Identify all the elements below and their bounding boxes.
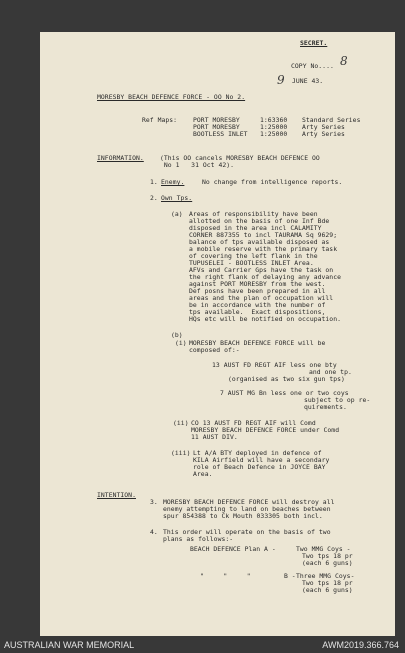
document-page: [40, 32, 395, 636]
item-number: 3.: [150, 498, 158, 506]
cancellation-note: No 1 31 Oct 42).: [160, 161, 235, 169]
plan-b-line: Three MMG Coys-: [296, 572, 355, 580]
copy-number-handwritten: 8: [340, 54, 348, 68]
para-line: role of Beach Defence in JOYCE BAY: [193, 463, 326, 471]
para-line: tps available. Exact dispositions,: [189, 308, 326, 316]
para-line: Def posns have been prepared in all: [189, 287, 326, 295]
para-line: This order will operate on the basis of two: [163, 528, 331, 536]
para-line: Areas of responsibility have been: [189, 210, 318, 218]
plan-a-label: BEACH DEFENCE Plan A -: [190, 545, 276, 553]
item-number: 2.: [150, 194, 158, 202]
para-line: TUPUSELEI - BOOTLESS INLET Area.: [189, 259, 314, 267]
para-line: spur 854388 to Ck Mouth 033305 both incl.: [163, 512, 323, 520]
para-line: of covering the left flank in the: [189, 252, 318, 260]
ref-map-scale: 1:25000: [260, 123, 288, 131]
para-line: MORESBY BEACH DEFENCE FORCE under Comd: [191, 426, 340, 434]
para-line: plans as follows:-: [163, 535, 234, 543]
page-title: MORESBY BEACH DEFENCE FORCE - OO No 2.: [97, 93, 246, 101]
copy-number-label: COPY No....: [291, 62, 334, 70]
document-date: JUNE 43.: [292, 77, 324, 85]
plan-b-line: Two tps 18 pr: [302, 579, 353, 587]
ref-map-scale: 1:25000: [260, 130, 288, 138]
classification-label: SECRET.: [300, 39, 328, 47]
unit-line: quirements.: [304, 403, 347, 411]
para-line: HQs etc will be notified on occupation.: [189, 315, 342, 323]
item-number: 1.: [150, 178, 158, 186]
plan-a-line: Two tps 18 pr: [302, 552, 353, 560]
para-line: areas and the plan of occupation will: [189, 294, 334, 302]
para-line: AFVs and Carrier Gps have the task on: [189, 266, 334, 274]
archive-footer: [0, 636, 405, 653]
para-line: CO 13 AUST FD REGT AIF will Comd: [191, 419, 316, 427]
plan-b-line: (each 6 guns): [302, 586, 353, 594]
ref-map-series: Arty Series: [302, 123, 345, 131]
unit-line: 7 AUST MG Bn less one or two coys: [220, 389, 349, 397]
sub-item-marker: (iii): [171, 449, 191, 457]
archive-reference: AWM2019.366.764: [322, 640, 399, 650]
para-line: MORESBY BEACH DEFENCE FORCE will destroy all: [163, 498, 335, 506]
para-line: CORNER 887355 to incl TAURAMA Sq 9629;: [189, 231, 338, 239]
ref-maps-label: Ref Maps:: [142, 116, 178, 124]
ditto-marks: " " ": [200, 572, 251, 580]
ref-map-name: PORT MORESBY: [193, 123, 240, 131]
ref-map-name: PORT MORESBY: [193, 116, 240, 124]
ref-map-series: Standard Series: [302, 116, 361, 124]
sub-para-marker: (a): [171, 210, 183, 218]
ref-map-series: Arty Series: [302, 130, 345, 138]
sub-item-marker: (ii): [173, 419, 189, 427]
item-title: Own Tps.: [161, 194, 193, 202]
para-line: be in accordance with the number of: [189, 301, 326, 309]
ref-map-scale: 1:63360: [260, 116, 288, 124]
unit-line: subject to op re-: [304, 396, 371, 404]
ref-map-name: BOOTLESS INLET: [193, 130, 248, 138]
item-title: Enemy.: [161, 178, 185, 186]
plan-a-line: (each 6 guns): [302, 559, 353, 567]
information-heading: INFORMATION.: [97, 154, 144, 162]
para-line: Lt A/A BTY deployed in defence of: [193, 449, 322, 457]
sub-item-marker: (i): [175, 339, 187, 347]
para-line: a mobile reserve with the primary task: [189, 245, 338, 253]
plan-b-label: B -: [284, 572, 296, 580]
para-line: 11 AUST DIV.: [191, 433, 238, 441]
para-line: MORESBY BEACH DEFENCE FORCE will be: [189, 339, 326, 347]
intention-heading: INTENTION.: [97, 491, 136, 499]
para-line: balance of tps available disposed as: [189, 238, 330, 246]
item-text: No change from intelligence reports.: [202, 178, 343, 186]
para-line: against PORT MORESBY from the west.: [189, 280, 326, 288]
para-line: composed of:-: [189, 346, 240, 354]
unit-line: and one tp.: [309, 368, 352, 376]
unit-line: (organised as two six gun tps): [228, 375, 345, 383]
para-line: disposed in the area incl CALAMITY: [189, 224, 322, 232]
para-line: enemy attempting to land on beaches between: [163, 505, 331, 513]
para-line: Area.: [193, 470, 213, 478]
item-number: 4.: [150, 528, 158, 536]
sub-para-marker: (b): [171, 331, 183, 339]
para-line: the right flank of delaying any advance: [189, 273, 342, 281]
cancellation-note: (This OO cancels MORESBY BEACH DEFENCE OO: [160, 154, 320, 162]
plan-a-line: Two MMG Coys -: [296, 545, 351, 553]
unit-line: 13 AUST FD REGT AIF less one bty: [212, 361, 337, 369]
para-line: KILA Airfield will have a secondary: [193, 456, 330, 464]
date-day-handwritten: 9: [277, 73, 285, 87]
archive-name: AUSTRALIAN WAR MEMORIAL: [4, 640, 135, 650]
para-line: allotted on the basis of one Inf Bde: [189, 217, 330, 225]
